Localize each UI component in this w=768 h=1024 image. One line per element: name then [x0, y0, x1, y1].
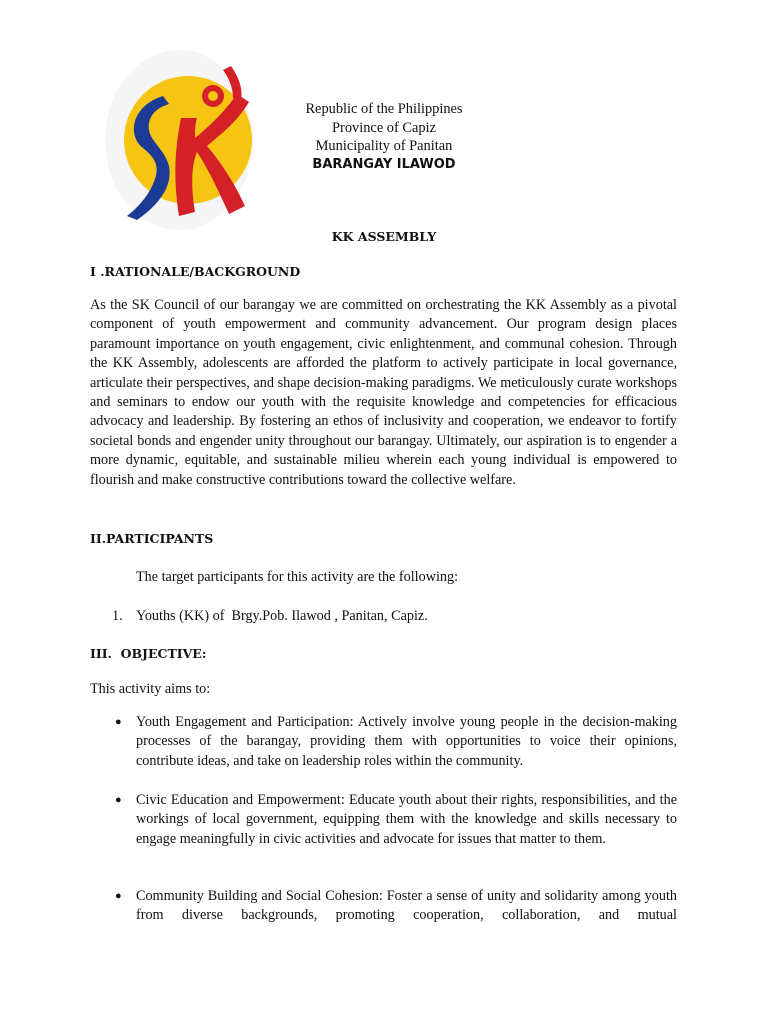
section-heading-objective: III. OBJECTIVE:: [90, 646, 207, 661]
objective-bullet-youth-engagement: Youth Engagement and Participation: Actively involve young people in the decision-making processes of the barangay, providing them with opportunities to voice their opinions, contribute ideas, and take on leadership roles within the community.: [136, 714, 677, 769]
participant-item-text: Youths (KK) of Brgy.Pob. Ilawod , Panitan, Capiz.: [136, 608, 428, 624]
participant-item-number: 1.: [112, 608, 123, 624]
document-title: KK ASSEMBLY: [331, 229, 437, 244]
bullet-marker: ●: [115, 890, 122, 902]
letterhead-barangay: BARANGAY ILAWOD: [312, 156, 456, 172]
objective-intro: This activity aims to:: [90, 681, 211, 697]
rationale-paragraph: As the SK Council of our barangay we are committed on orchestrating the KK Assembly as a pivotal component of youth empowerment and community advancement. Our program design places paramount importance on youth engagement, civic enlightenment, and communal cohesion. Through the KK Assembly, adolescents are afforded the platform to actively participate in local governance, articulate their perspectives, and shape decision-making paradigms. We meticulously curate workshops and seminars to endow our youth with the requisite knowledge and competencies for efficacious advocacy and leadership. By fostering an ethos of inclusivity and cooperation, we endeavor to fortify societal bonds and engender unity throughout our barangay. Ultimately, our aspiration is to engender a more dynamic, equitable, and sustainable milieu wherein each young individual is empowered to flourish and make constructive contributions toward the collective welfare.: [90, 297, 677, 488]
section-heading-participants: II.PARTICIPANTS: [90, 531, 214, 546]
letterhead-line-province: Province of Capiz: [332, 119, 436, 136]
bullet-marker: ●: [115, 794, 122, 806]
objective-bullet-civic-education: Civic Education and Empowerment: Educate youth about their rights, responsibilities, and the workings of local government, equipping them with the knowledge and skills necessary to engage meaningfully in civic activities and advocate for issues that matter to them.: [136, 792, 677, 847]
section-heading-rationale: I .RATIONALE/BACKGROUND: [90, 264, 301, 279]
letterhead: [270, 100, 498, 174]
objective-bullet-community-building: Community Building and Social Cohesion: Foster a sense of unity and solidarity among youth from diverse backgrounds, promoting cooperation, collaboration, and mutual: [136, 888, 677, 924]
letterhead-line-municipality: Municipality of Panitan: [315, 138, 453, 154]
sk-logo: [103, 48, 255, 233]
participants-intro: The target participants for this activity are the following:: [136, 569, 459, 585]
bullet-marker: ●: [115, 716, 122, 728]
letterhead-line-republic: Republic of the Philippines: [305, 101, 463, 117]
